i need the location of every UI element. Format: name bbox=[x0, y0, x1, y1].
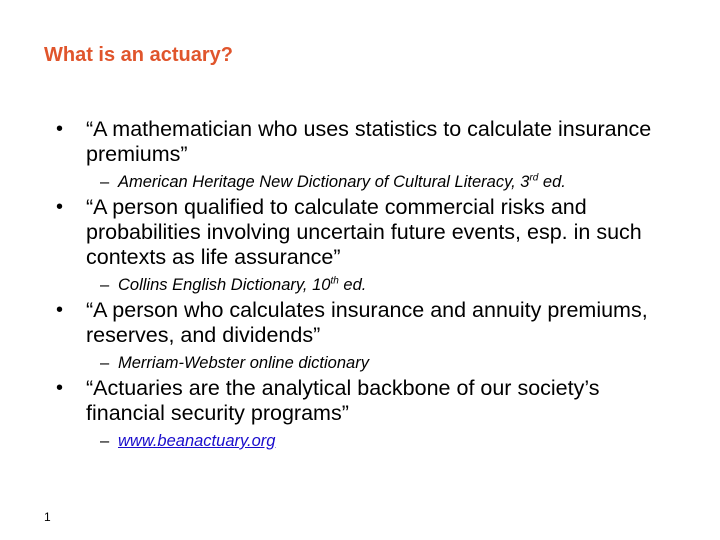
quote-text: “Actuaries are the analytical backbone of our society’s financial security programs” bbox=[86, 376, 600, 425]
source-superscript: rd bbox=[529, 172, 539, 184]
source-superscript: th bbox=[330, 275, 339, 287]
dash-icon: – bbox=[100, 354, 110, 372]
source-suffix: ed. bbox=[538, 173, 566, 191]
slide-title: What is an actuary? bbox=[44, 44, 233, 66]
bullet-item bbox=[0, 376, 676, 426]
bullet-icon: • bbox=[56, 299, 64, 321]
source-text: Collins English Dictionary, 10 bbox=[118, 276, 331, 294]
bullet-item bbox=[0, 298, 676, 348]
bullet-icon: • bbox=[56, 196, 64, 218]
bullet-icon: • bbox=[56, 377, 64, 399]
bullet-list bbox=[0, 117, 720, 451]
dash-icon: – bbox=[100, 432, 110, 450]
source-text: American Heritage New Dictionary of Cultural Literacy, 3 bbox=[118, 173, 530, 191]
dash-icon: – bbox=[100, 276, 110, 294]
dash-icon: – bbox=[100, 173, 110, 191]
source-line bbox=[0, 353, 720, 373]
source-suffix: ed. bbox=[338, 276, 367, 294]
quote-text: “A person who calculates insurance and annuity premiums, reserves, and dividends” bbox=[86, 298, 648, 347]
page-number: 1 bbox=[44, 510, 51, 524]
source-line bbox=[0, 431, 720, 451]
bullet-item bbox=[0, 117, 676, 167]
source-text: Merriam-Webster online dictionary bbox=[118, 354, 369, 372]
source-line bbox=[0, 172, 720, 192]
source-line bbox=[0, 275, 720, 295]
bullet-icon: • bbox=[56, 118, 64, 140]
bullet-item bbox=[0, 195, 676, 270]
source-link[interactable]: www.beanactuary.org bbox=[118, 432, 276, 450]
quote-text: “A person qualified to calculate commercial risks and probabilities involving uncertain future events, esp. in such contexts as life assurance” bbox=[86, 195, 642, 269]
quote-text: “A mathematician who uses statistics to calculate insurance premiums” bbox=[86, 117, 652, 166]
